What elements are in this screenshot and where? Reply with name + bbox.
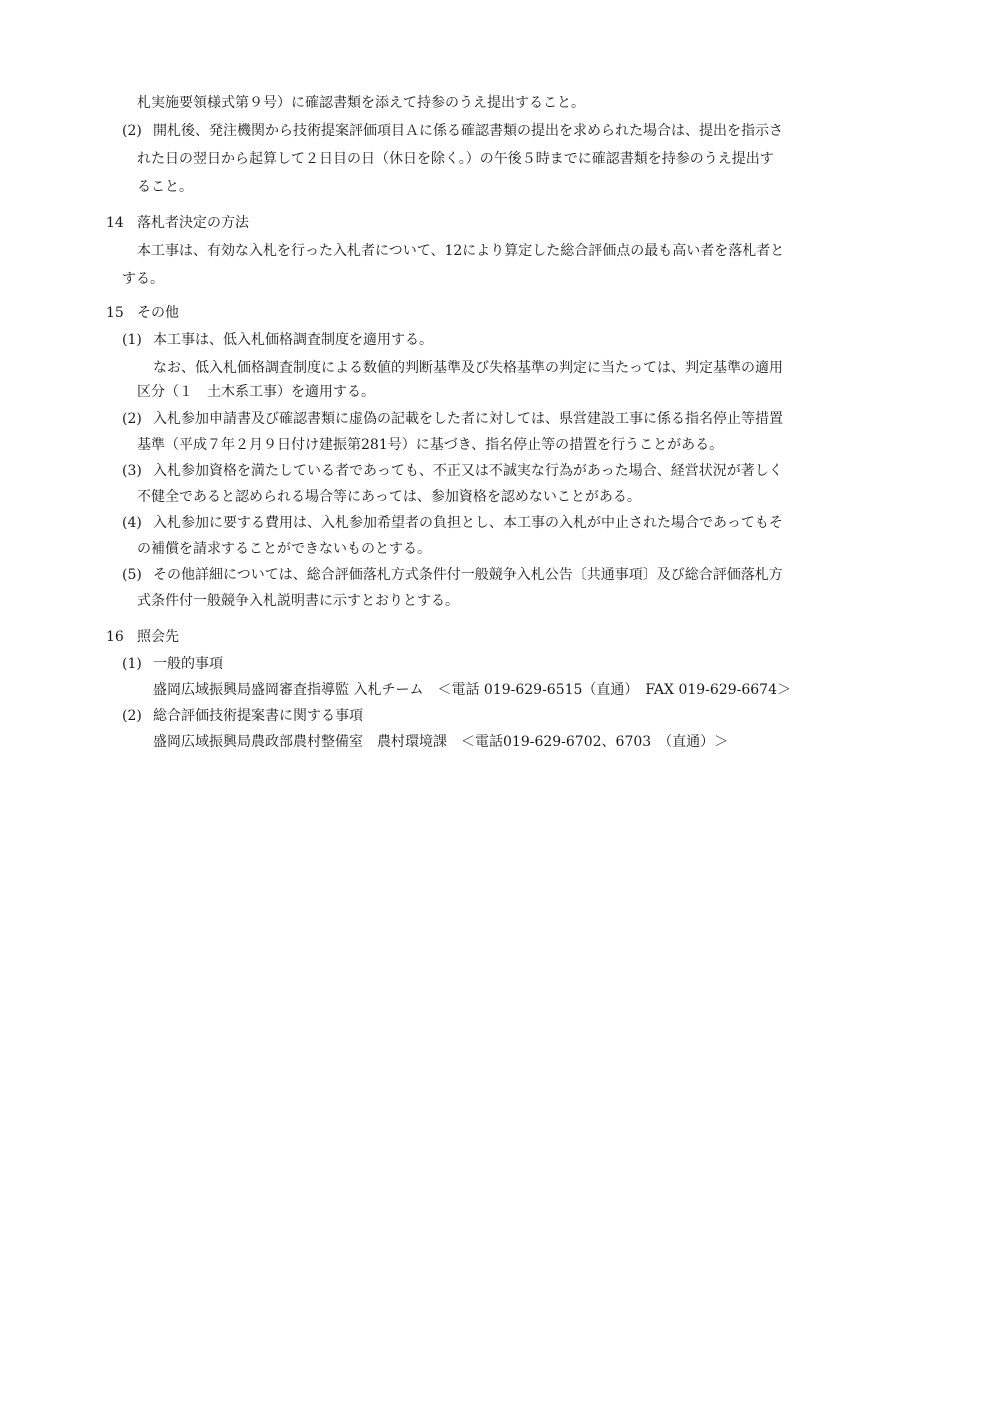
item-number: (3) xyxy=(122,463,142,479)
paragraph-line: 入札参加に要する費用は、入札参加希望者の負担とし、本工事の入札が中止された場合であってもそ xyxy=(153,515,783,531)
paragraph-line: 不健全であると認められる場合等にあっては、参加資格を認めないことがある。 xyxy=(137,489,641,505)
item-number: (1) xyxy=(122,332,142,348)
item-number: (2) xyxy=(122,123,142,139)
paragraph-line: 入札参加申請書及び確認書類に虚偽の記載をした者に対しては、県営建設工事に係る指名停止等措置 xyxy=(153,411,783,427)
paragraph-line: 基準（平成７年２月９日付け建振第281号）に基づき、指名停止等の措置を行うことがある。 xyxy=(137,437,724,453)
paragraph-line: する。 xyxy=(122,271,164,287)
contact-category: 総合評価技術提案書に関する事項 xyxy=(153,708,363,724)
paragraph-line: ること。 xyxy=(137,179,193,195)
section-number: 16 xyxy=(106,629,124,645)
paragraph-line: 区分（１ 土木系工事）を適用する。 xyxy=(137,384,375,400)
section-title: 落札者決定の方法 xyxy=(137,215,249,231)
item-number: (5) xyxy=(122,567,142,583)
paragraph-line: れた日の翌日から起算して２日目の日（休日を除く。）の午後５時までに確認書類を持参のうえ提出す xyxy=(137,151,774,167)
paragraph-line: 入札参加資格を満たしている者であっても、不正又は不誠実な行為があった場合、経営状況が著しく xyxy=(153,463,783,479)
contact-info: 盛岡広域振興局農政部農村整備室 農村環境課 ＜電話019-629-6702、6703 （直通）＞ xyxy=(153,734,729,750)
paragraph-line: 本工事は、低入札価格調査制度を適用する。 xyxy=(153,332,433,348)
paragraph-line: の補償を請求することができないものとする。 xyxy=(137,541,431,557)
section-title: 照会先 xyxy=(137,629,179,645)
paragraph-line: その他詳細については、総合評価落札方式条件付一般競争入札公告〔共通事項〕及び総合評価落札方 xyxy=(153,567,783,583)
continued-text-line: 札実施要領様式第９号）に確認書類を添えて持参のうえ提出すること。 xyxy=(137,95,585,111)
item-number: (2) xyxy=(122,411,142,427)
paragraph-line: 開札後、発注機関から技術提案評価項目Ａに係る確認書類の提出を求められた場合は、提出を指示さ xyxy=(153,123,783,139)
paragraph-line: 本工事は、有効な入札を行った入札者について、12により算定した総合評価点の最も高い者を落札者と xyxy=(137,243,785,259)
section-number: 14 xyxy=(106,215,124,231)
paragraph-line: なお、低入札価格調査制度による数値的判断基準及び失格基準の判定に当たっては、判定基準の適用 xyxy=(153,360,783,376)
item-number: (4) xyxy=(122,515,142,531)
contact-info: 盛岡広域振興局盛岡審査指導監 入札チーム ＜電話 019-629-6515（直通） FAX 019-629-6674＞ xyxy=(153,682,791,698)
contact-category: 一般的事項 xyxy=(153,656,223,672)
item-number: (2) xyxy=(122,708,142,724)
section-title: その他 xyxy=(137,305,179,321)
section-number: 15 xyxy=(106,305,124,321)
paragraph-line: 式条件付一般競争入札説明書に示すとおりとする。 xyxy=(137,593,459,609)
item-number: (1) xyxy=(122,656,142,672)
